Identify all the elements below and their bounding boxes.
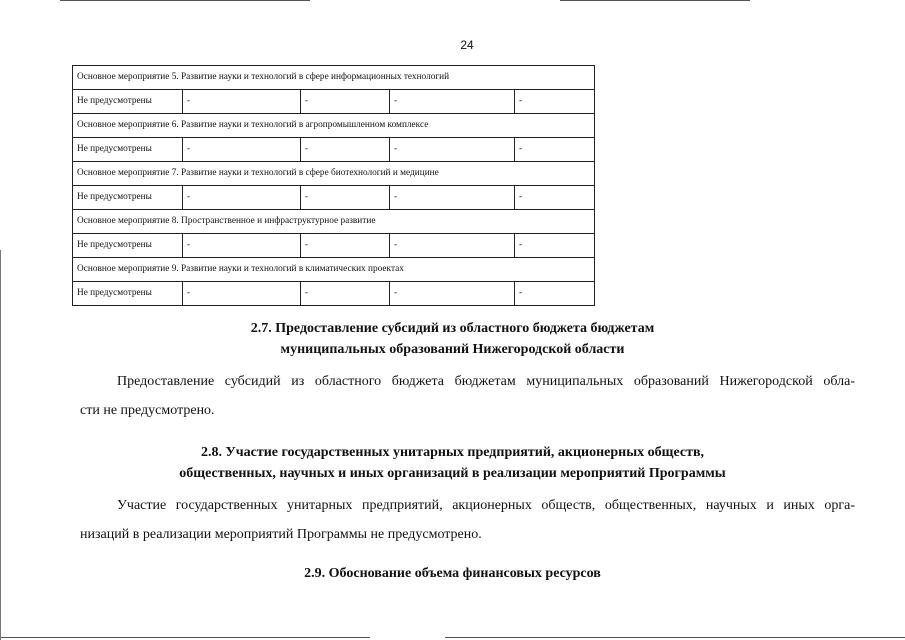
scan-edge-top-right bbox=[560, 0, 750, 1]
table-cell: - bbox=[183, 138, 301, 162]
table-cell: - bbox=[301, 282, 390, 306]
table-cell: - bbox=[515, 186, 595, 210]
table-row-values-8 bbox=[73, 234, 595, 258]
measure-title: Основное мероприятие 6. Развитие науки и технологий в агропромышленном комплексе bbox=[73, 114, 595, 138]
measure-title: Основное мероприятие 8. Пространственное и инфраструктурное развитие bbox=[73, 210, 595, 234]
scan-edge-bottom-right bbox=[445, 637, 905, 638]
section-2-8-text bbox=[80, 491, 855, 549]
table-cell: - bbox=[390, 186, 515, 210]
table-cell: - bbox=[390, 234, 515, 258]
paragraph-line: Участие государственных унитарных предприятий, акционерных обществ, общественных, научных и иных орга- bbox=[117, 498, 855, 513]
measure-title: Основное мероприятие 9. Развитие науки и технологий в климатических проектах bbox=[73, 258, 595, 282]
section-2-8-heading bbox=[0, 442, 905, 484]
table-row-values-5 bbox=[73, 90, 595, 114]
table-row-measure-5 bbox=[73, 66, 595, 90]
table-row-values-7 bbox=[73, 186, 595, 210]
table-cell: - bbox=[390, 282, 515, 306]
table-cell: - bbox=[183, 186, 301, 210]
table-row-measure-7 bbox=[73, 162, 595, 186]
table-row-values-9 bbox=[73, 282, 595, 306]
page-number: 24 bbox=[460, 38, 474, 52]
heading-line: 2.7. Предоставление субсидий из областного бюджета бюджетам bbox=[250, 321, 655, 336]
table-cell: - bbox=[515, 282, 595, 306]
table-cell: - bbox=[515, 90, 595, 114]
table-cell: Не предусмотрены bbox=[73, 282, 183, 306]
measure-title: Основное мероприятие 5. Развитие науки и технологий в сфере информационных технологий bbox=[73, 66, 595, 90]
section-2-7-heading bbox=[0, 318, 905, 360]
heading-line: 2.8. Участие государственных унитарных предприятий, акционерных обществ, bbox=[200, 445, 705, 460]
table-cell: - bbox=[301, 90, 390, 114]
table-cell: - bbox=[390, 138, 515, 162]
paragraph-line: сти не предусмотрено. bbox=[80, 403, 215, 418]
heading-line: муниципальных образований Нижегородской области bbox=[280, 342, 625, 357]
table-row-measure-6 bbox=[73, 114, 595, 138]
table-cell: - bbox=[301, 138, 390, 162]
table-cell: - bbox=[301, 186, 390, 210]
table-cell: - bbox=[301, 234, 390, 258]
table-cell: Не предусмотрены bbox=[73, 186, 183, 210]
table-cell: Не предусмотрены bbox=[73, 234, 183, 258]
table-row-values-6 bbox=[73, 138, 595, 162]
measures-table bbox=[72, 65, 595, 306]
table-cell: - bbox=[390, 90, 515, 114]
section-2-9-heading: 2.9. Обоснование объема финансовых ресурсов bbox=[304, 566, 601, 581]
table-cell: - bbox=[183, 90, 301, 114]
table-cell: - bbox=[515, 138, 595, 162]
table-cell: - bbox=[183, 282, 301, 306]
table-cell: - bbox=[515, 234, 595, 258]
paragraph-line: Предоставление субсидий из областного бюджета бюджетам муниципальных образований Нижегородской обла- bbox=[117, 374, 855, 389]
table-row-measure-8 bbox=[73, 210, 595, 234]
measure-title: Основное мероприятие 7. Развитие науки и технологий в сфере биотехнологий и медицине bbox=[73, 162, 595, 186]
table-cell: - bbox=[183, 234, 301, 258]
section-2-7-text bbox=[80, 367, 855, 425]
heading-line: общественных, научных и иных организаций в реализации мероприятий Программы bbox=[179, 466, 726, 481]
table-row-measure-9 bbox=[73, 258, 595, 282]
table-cell: Не предусмотрены bbox=[73, 138, 183, 162]
paragraph-line: низаций в реализации мероприятий Программы не предусмотрено. bbox=[80, 527, 482, 542]
scan-edge-top-left bbox=[60, 0, 310, 1]
scan-edge-bottom-left bbox=[0, 637, 370, 638]
table-cell: Не предусмотрены bbox=[73, 90, 183, 114]
